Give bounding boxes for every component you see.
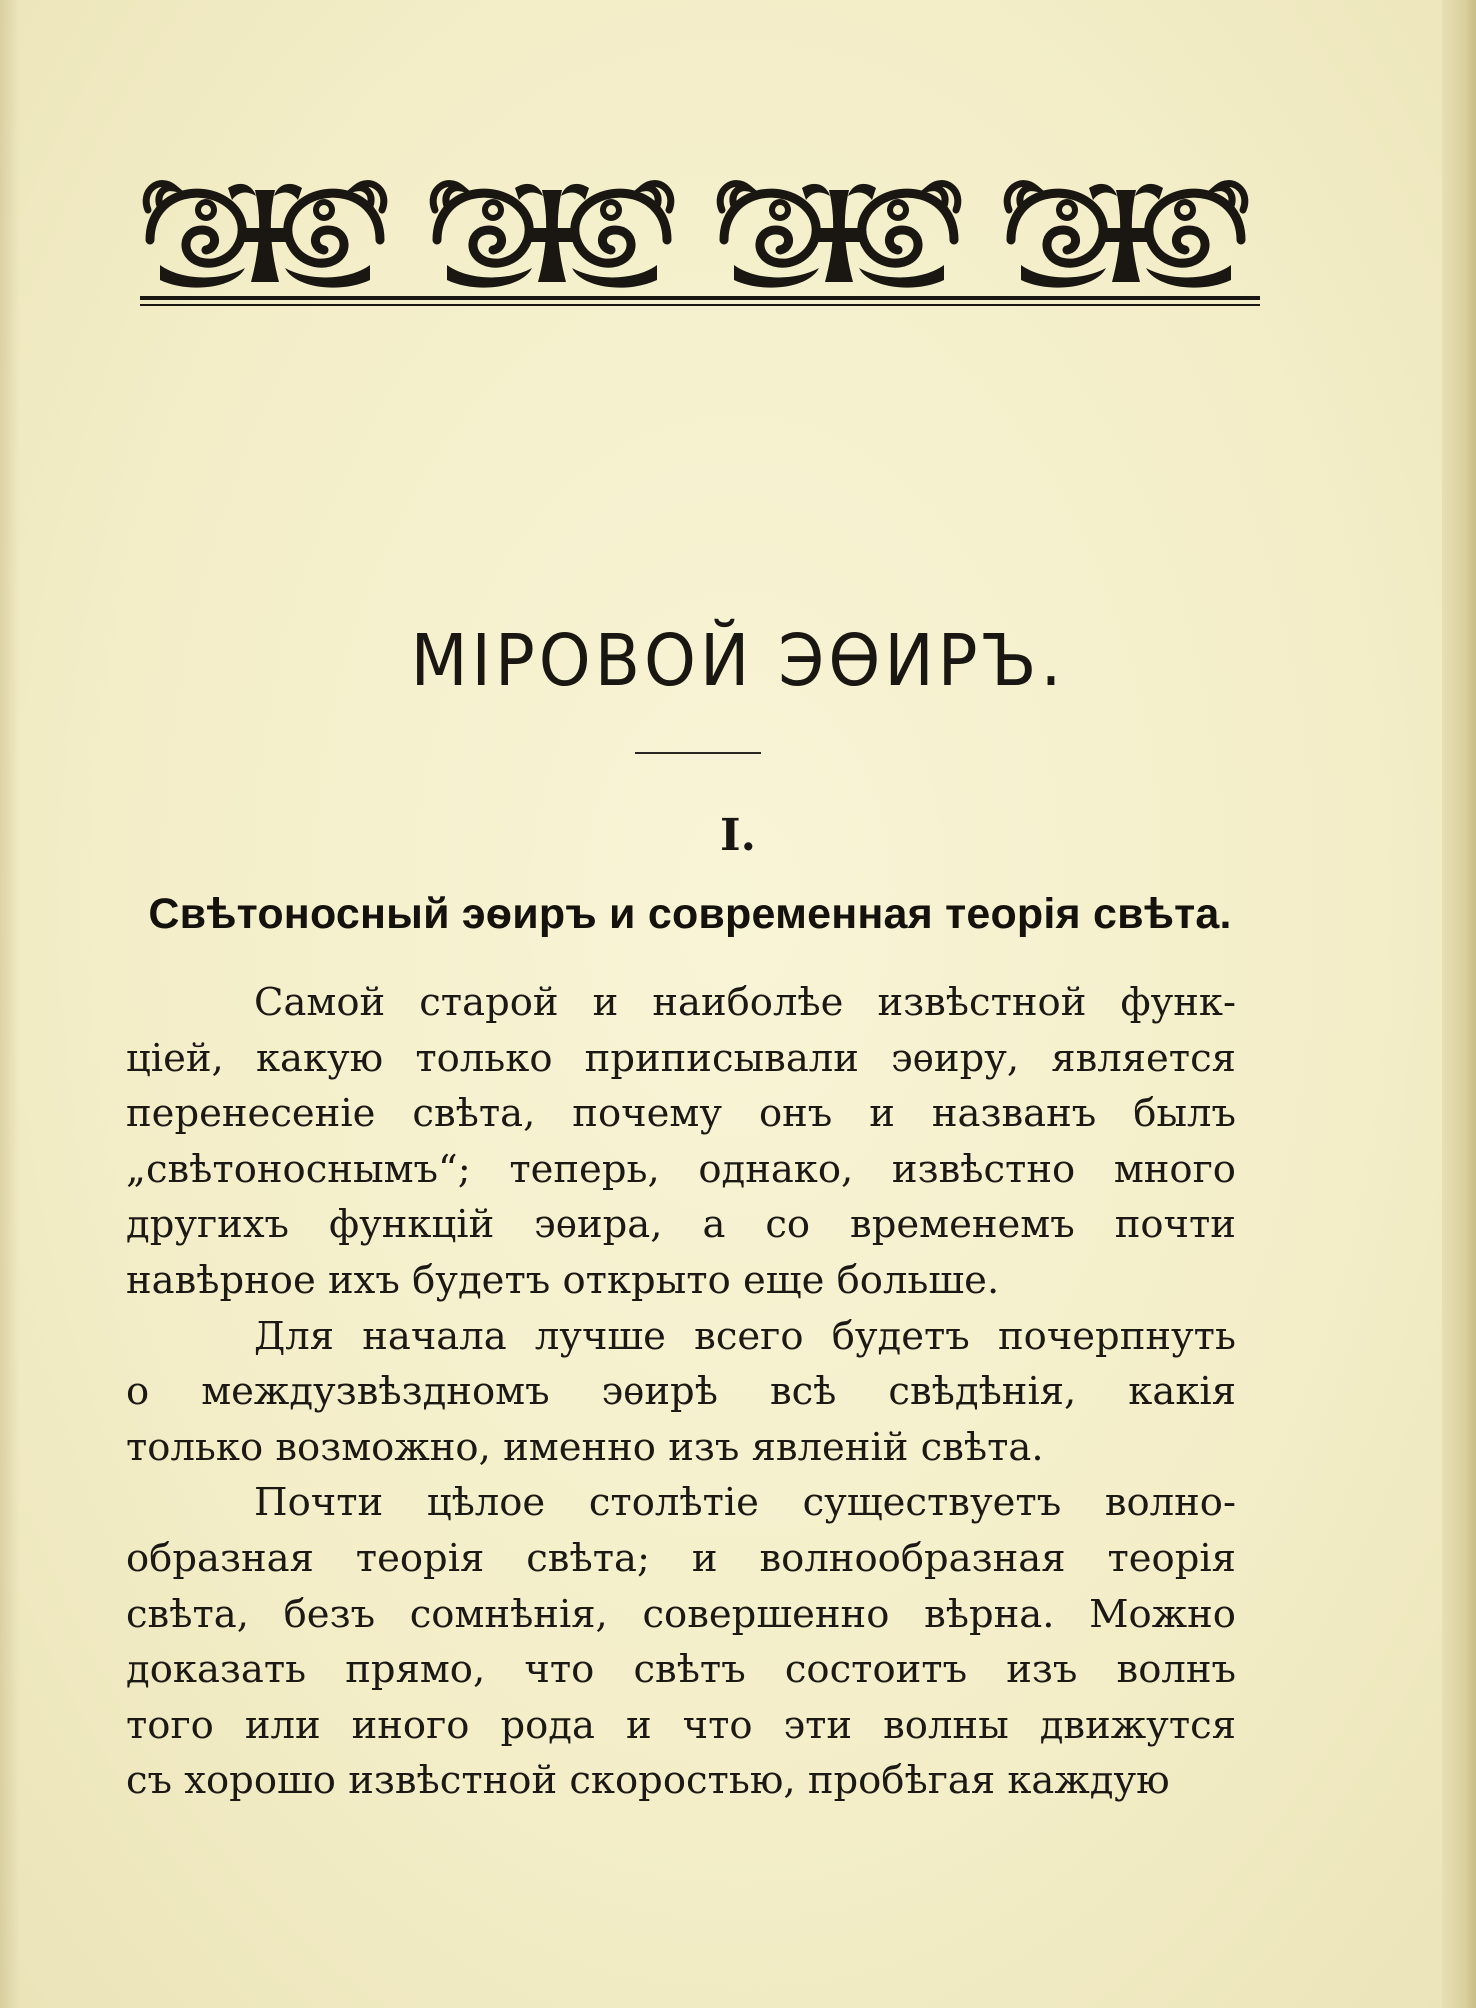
text-line: Самой старой и наиболѣе извѣстной функ- [254,980,1236,1025]
text-line: „свѣтоноснымъ“; теперь, однако, извѣстно много [126,1146,1236,1192]
text-line: ціей, какую только приписывали эѳиру, является [126,1035,1236,1081]
text-line: только возможно, именно изъ явленій свѣта. [126,1424,1044,1470]
text-line: съ хорошо извѣстной скоростью, пробѣгая каждую [126,1758,1170,1804]
text-line: другихъ функцій эѳира, а со временемъ почти [126,1202,1236,1248]
text-line: навѣрное ихъ будетъ открыто еще больше. [126,1257,1000,1303]
ornament-panel [1007,184,1245,288]
title-divider [635,752,761,754]
text-line: Для начала лучше всего будетъ почерпнуть [254,1313,1236,1359]
chapter-number: I. [720,810,756,861]
text-line: перенесеніе свѣта, почему онъ и названъ былъ [126,1091,1236,1137]
chapter-subtitle: Свѣтоносный эѳиръ и современная теорія свѣта. [148,890,1232,938]
page-edge [1442,0,1476,2008]
text-line: Почти цѣлое столѣтіе существуетъ волно- [254,1480,1236,1526]
text-line: доказать прямо, что свѣтъ состоитъ изъ волнъ [126,1647,1236,1693]
text-line: того или иного рода и что эти волны движутся [126,1702,1236,1748]
ornament-panel [433,184,671,288]
ornament-panel [146,184,384,288]
page-title: МІРОВОЙ ЭѲИРЪ. [410,618,1066,703]
text-line: свѣта, безъ сомнѣнія, совершенно вѣрна. Можно [126,1591,1236,1637]
page-gutter-shadow [0,0,20,2008]
ornament-panel [720,184,958,288]
text-line: о междузвѣздномъ эѳирѣ всѣ свѣдѣнія, какія [126,1369,1236,1415]
text-line: образная теорія свѣта; и волнообразная теорія [126,1535,1236,1581]
body-text [126,975,1236,1809]
floral-headpiece-ornament [140,170,1260,310]
